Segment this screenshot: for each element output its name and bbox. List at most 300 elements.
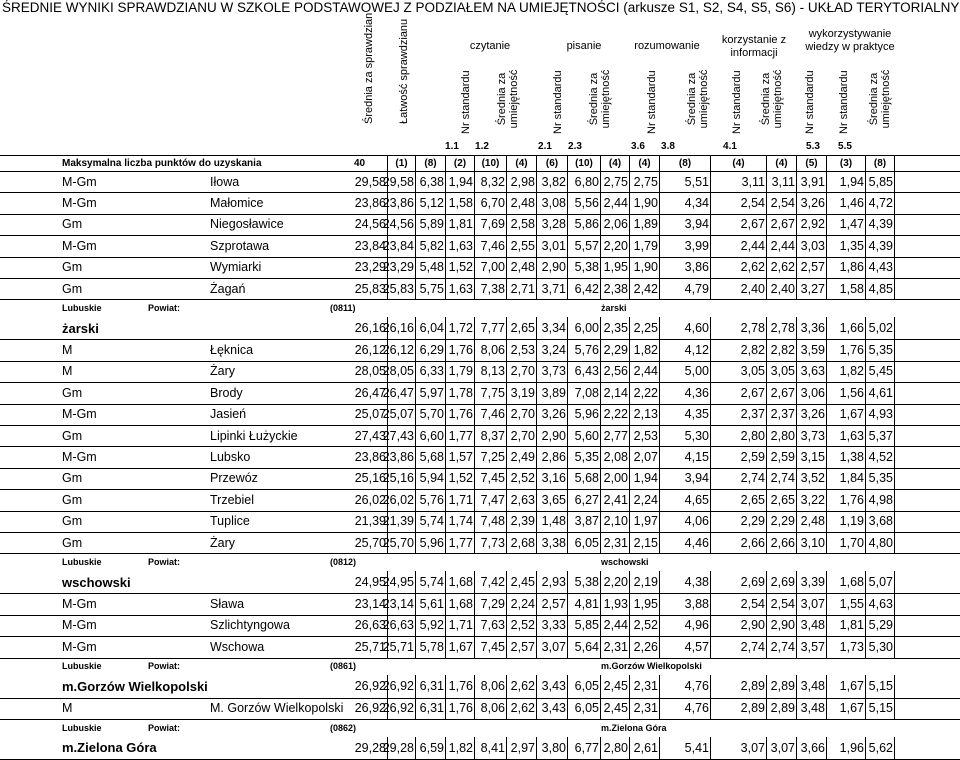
- value-cell: 23,84: [332, 235, 388, 256]
- value-cell: 2,14: [601, 382, 630, 403]
- value-cell: 7,46: [475, 404, 507, 425]
- gmina-name: Wymiarki: [210, 257, 332, 278]
- value-cell: 2,59: [711, 446, 767, 467]
- value-cell: 4,76: [660, 675, 711, 698]
- value-cell: 26,02: [332, 489, 388, 510]
- gmina-name: Jasień: [210, 404, 332, 425]
- standard-code: 1.1: [445, 141, 459, 153]
- value-cell: 6,31: [416, 698, 446, 719]
- value-cell: 5,48: [416, 257, 446, 278]
- value-cell: 2,41: [601, 489, 630, 510]
- value-cell: 26,16: [388, 317, 416, 340]
- value-cell: 4,43: [866, 257, 895, 278]
- gmina-type: M-Gm: [62, 404, 210, 425]
- table-row: [0, 636, 960, 658]
- powiat-label: Powiat:: [148, 719, 208, 737]
- value-cell: 1,90: [630, 257, 660, 278]
- value-cell: 6,05: [568, 532, 601, 553]
- value-cell: 3,82: [537, 171, 568, 192]
- value-cell: 2,20: [601, 571, 630, 594]
- value-cell: (4): [767, 156, 797, 171]
- value-cell: 5,85: [866, 171, 895, 192]
- value-cell: 2,55: [507, 235, 537, 256]
- value-cell: 2,54: [711, 593, 767, 614]
- value-cell: 1,79: [446, 361, 475, 382]
- value-cell: 28,05: [388, 361, 416, 382]
- value-cell: 1,81: [827, 615, 866, 636]
- value-cell: 1,52: [446, 257, 475, 278]
- value-cell: 2,44: [711, 235, 767, 256]
- value-cell: 3,86: [660, 257, 711, 278]
- value-cell: 1,95: [630, 593, 660, 614]
- value-cell: 4,79: [660, 278, 711, 299]
- value-cell: 1,82: [827, 361, 866, 382]
- value-cell: 2,89: [767, 675, 797, 698]
- value-cell: 2,57: [507, 636, 537, 657]
- powiat-summary-name: wschowski: [62, 571, 332, 594]
- value-cell: 2,15: [630, 532, 660, 553]
- value-cell: 3,26: [797, 404, 827, 425]
- value-cell: 6,29: [416, 339, 446, 360]
- standard-code: 4.1: [723, 141, 737, 153]
- value-cell: 3,99: [660, 235, 711, 256]
- value-cell: 3,43: [537, 698, 568, 719]
- value-cell: 1,94: [446, 171, 475, 192]
- value-cell: 1,70: [827, 532, 866, 553]
- value-cell: (10): [568, 156, 601, 171]
- value-cell: 6,77: [568, 737, 601, 760]
- value-cell: 3,94: [660, 214, 711, 235]
- value-cell: 2,35: [601, 317, 630, 340]
- value-cell: (8): [416, 156, 446, 171]
- value-cell: 2,49: [507, 446, 537, 467]
- value-cell: 5,30: [866, 636, 895, 657]
- value-cell: (1): [388, 156, 416, 171]
- value-cell: 1,63: [446, 235, 475, 256]
- value-cell: 5,57: [568, 235, 601, 256]
- value-cell: 2,82: [767, 339, 797, 360]
- table-row: [0, 404, 960, 426]
- value-cell: 1,76: [827, 339, 866, 360]
- gmina-name: M. Gorzów Wielkopolski: [210, 698, 332, 719]
- value-cell: 5,29: [866, 615, 895, 636]
- value-cell: 4,93: [866, 404, 895, 425]
- value-cell: 25,71: [388, 636, 416, 657]
- value-cell: 1,79: [630, 235, 660, 256]
- value-cell: 23,29: [388, 257, 416, 278]
- value-cell: 2,75: [630, 171, 660, 192]
- powiat-header-row: [0, 553, 960, 571]
- value-cell: 21,39: [332, 511, 388, 532]
- value-cell: 1,82: [446, 737, 475, 760]
- value-cell: 5,78: [416, 636, 446, 657]
- value-cell: 4,96: [660, 615, 711, 636]
- gmina-type: M-Gm: [62, 171, 210, 192]
- value-cell: 1,19: [827, 511, 866, 532]
- value-cell: 3,48: [797, 615, 827, 636]
- value-cell: 2,67: [767, 214, 797, 235]
- value-cell: 5,97: [416, 382, 446, 403]
- value-cell: 6,05: [568, 698, 601, 719]
- value-cell: 1,46: [827, 192, 866, 213]
- gmina-name: Wschowa: [210, 636, 332, 657]
- value-cell: 2,37: [767, 404, 797, 425]
- powiat-summary-row: [0, 675, 960, 699]
- standard-code: 5.5: [838, 141, 852, 153]
- value-cell: 5,56: [568, 192, 601, 213]
- value-cell: 4,76: [660, 698, 711, 719]
- gmina-name: Żary: [210, 532, 332, 553]
- value-cell: 2,68: [507, 532, 537, 553]
- value-cell: 2,07: [630, 446, 660, 467]
- powiat-code: (0861): [330, 658, 390, 676]
- table-header: Średnia za sprawdzian Łatwość sprawdzianu czytanie pisanie rozumowanie korzystanie z informacji wykorzystywanie wiedzy w praktyce Nr standardu Średnia za umiejętność Nr standardu Średnia za umiejętność Nr standardu Średnia za umiejętność Nr standardu Średnia za umiejętność Nr standardu Nr standardu Średnia za umiejętność 1.1 1.2 2.1 2.3 3.6 3.8 4.1 5.3 5.5: [0, 0, 960, 150]
- table-row: [0, 446, 960, 468]
- value-cell: 1,57: [446, 446, 475, 467]
- value-cell: 2,26: [630, 636, 660, 657]
- value-cell: 2,44: [601, 615, 630, 636]
- gmina-name: Sława: [210, 593, 332, 614]
- value-cell: 4,36: [660, 382, 711, 403]
- value-cell: 5,12: [416, 192, 446, 213]
- value-cell: 4,12: [660, 339, 711, 360]
- value-cell: 25,16: [388, 468, 416, 489]
- value-cell: 5,86: [568, 214, 601, 235]
- value-cell: 5,00: [660, 361, 711, 382]
- value-cell: 3,15: [797, 446, 827, 467]
- value-cell: 1,38: [827, 446, 866, 467]
- value-cell: 23,86: [332, 192, 388, 213]
- value-cell: 2,29: [601, 339, 630, 360]
- standard-code: 3.8: [661, 141, 675, 153]
- value-cell: 2,69: [767, 571, 797, 594]
- value-cell: 1,63: [827, 425, 866, 446]
- gmina-type: Gm: [62, 278, 210, 299]
- value-cell: 5,68: [568, 468, 601, 489]
- value-cell: 2,39: [507, 511, 537, 532]
- value-cell: 5,74: [416, 571, 446, 594]
- value-cell: 3,24: [537, 339, 568, 360]
- value-cell: 23,86: [332, 446, 388, 467]
- value-cell: 7,63: [475, 615, 507, 636]
- value-cell: 26,92: [388, 698, 416, 719]
- table-row: [0, 615, 960, 637]
- value-cell: 2,74: [711, 468, 767, 489]
- group-pisanie: pisanie: [544, 40, 624, 53]
- value-cell: 5,45: [866, 361, 895, 382]
- gmina-name: Żary: [210, 361, 332, 382]
- value-cell: 23,29: [332, 257, 388, 278]
- gmina-name: Łęknica: [210, 339, 332, 360]
- value-cell: 6,00: [568, 317, 601, 340]
- value-cell: 4,15: [660, 446, 711, 467]
- value-cell: 2,63: [507, 489, 537, 510]
- value-cell: 29,58: [332, 171, 388, 192]
- value-cell: 5,75: [416, 278, 446, 299]
- value-cell: 1,73: [827, 636, 866, 657]
- value-cell: 3,39: [797, 571, 827, 594]
- value-cell: 2,29: [767, 511, 797, 532]
- value-cell: 3,10: [797, 532, 827, 553]
- value-cell: 5,70: [416, 404, 446, 425]
- value-cell: 2,78: [767, 317, 797, 340]
- value-cell: 3,66: [797, 737, 827, 760]
- value-cell: 3,43: [537, 675, 568, 698]
- value-cell: 23,86: [388, 446, 416, 467]
- value-cell: 5,76: [416, 489, 446, 510]
- page-title: ŚREDNIE WYNIKI SPRAWDZIANU W SZKOLE PODSTAWOWEJ Z PODZIAŁEM NA UMIEJĘTNOŚCI (arkusze S1, S2, S4, S5, S6) - UKŁAD TERYTORIALNY: [2, 0, 960, 16]
- value-cell: 5,92: [416, 615, 446, 636]
- value-cell: 3,06: [797, 382, 827, 403]
- powiat-name: m.Zielona Góra: [601, 719, 801, 737]
- powiat-header-row: [0, 719, 960, 737]
- value-cell: 6,31: [416, 675, 446, 698]
- value-cell: 7,25: [475, 446, 507, 467]
- value-cell: 3,63: [797, 361, 827, 382]
- value-cell: 1,76: [446, 404, 475, 425]
- value-cell: 26,12: [332, 339, 388, 360]
- value-cell: 1,82: [630, 339, 660, 360]
- value-cell: 2,62: [507, 675, 537, 698]
- table-row: [0, 698, 960, 720]
- value-cell: 2,65: [767, 489, 797, 510]
- value-cell: 7,45: [475, 636, 507, 657]
- value-cell: (4): [630, 156, 660, 171]
- value-cell: 4,63: [866, 593, 895, 614]
- value-cell: 26,63: [332, 615, 388, 636]
- value-cell: 23,14: [388, 593, 416, 614]
- value-cell: 2,54: [711, 192, 767, 213]
- powiat-header-row: [0, 658, 960, 676]
- value-cell: 2,00: [601, 468, 630, 489]
- value-cell: 2,69: [711, 571, 767, 594]
- value-cell: 29,28: [388, 737, 416, 760]
- value-cell: 2,31: [630, 675, 660, 698]
- gmina-type: M-Gm: [62, 235, 210, 256]
- value-cell: 2,89: [767, 698, 797, 719]
- value-cell: 2,22: [601, 404, 630, 425]
- value-cell: 4,60: [660, 317, 711, 340]
- table-row: [0, 593, 960, 615]
- value-cell: 3,05: [711, 361, 767, 382]
- value-cell: 2,25: [630, 317, 660, 340]
- value-cell: 4,52: [866, 446, 895, 467]
- value-cell: 6,59: [416, 737, 446, 760]
- table-row: [0, 235, 960, 257]
- value-cell: 24,95: [388, 571, 416, 594]
- value-cell: 3,08: [537, 192, 568, 213]
- value-cell: 29,58: [388, 171, 416, 192]
- value-cell: 2,74: [767, 636, 797, 657]
- gmina-type: M: [62, 339, 210, 360]
- powiat-region: Lubuskie: [62, 658, 122, 676]
- gmina-type: Gm: [62, 382, 210, 403]
- table-row: [0, 278, 960, 300]
- value-cell: 23,86: [388, 192, 416, 213]
- value-cell: 23,14: [332, 593, 388, 614]
- value-cell: 3,71: [537, 278, 568, 299]
- value-cell: (6): [537, 156, 568, 171]
- value-cell: (4): [601, 156, 630, 171]
- value-cell: 4,61: [866, 382, 895, 403]
- value-cell: 3,68: [866, 511, 895, 532]
- value-cell: 1,84: [827, 468, 866, 489]
- value-cell: 2,61: [630, 737, 660, 760]
- value-cell: 2,45: [507, 571, 537, 594]
- value-cell: 2,97: [507, 737, 537, 760]
- value-cell: 1,74: [446, 511, 475, 532]
- value-cell: 6,27: [568, 489, 601, 510]
- value-cell: 2,93: [537, 571, 568, 594]
- value-cell: 3,22: [797, 489, 827, 510]
- group-korzystanie: korzystanie z informacji: [715, 34, 793, 60]
- value-cell: 2,74: [711, 636, 767, 657]
- value-cell: 5,15: [866, 675, 895, 698]
- value-cell: 5,96: [568, 404, 601, 425]
- value-cell: 6,42: [568, 278, 601, 299]
- value-cell: 1,47: [827, 214, 866, 235]
- value-cell: 5,07: [866, 571, 895, 594]
- value-cell: 1,63: [446, 278, 475, 299]
- value-cell: 2,40: [767, 278, 797, 299]
- value-cell: 5,35: [866, 468, 895, 489]
- powiat-name: wschowski: [601, 553, 801, 571]
- value-cell: 2,52: [507, 615, 537, 636]
- value-cell: 6,05: [568, 675, 601, 698]
- value-cell: 2,58: [507, 214, 537, 235]
- value-cell: 1,77: [446, 425, 475, 446]
- value-cell: 3,07: [537, 636, 568, 657]
- gmina-name: Tuplice: [210, 511, 332, 532]
- value-cell: 6,33: [416, 361, 446, 382]
- value-cell: 2,44: [767, 235, 797, 256]
- value-cell: 25,83: [388, 278, 416, 299]
- value-cell: 26,47: [388, 382, 416, 403]
- value-cell: 3,01: [537, 235, 568, 256]
- gmina-name: Lubsko: [210, 446, 332, 467]
- value-cell: 3,28: [537, 214, 568, 235]
- value-cell: 2,80: [601, 737, 630, 760]
- table-row: [0, 257, 960, 279]
- value-cell: 3,88: [660, 593, 711, 614]
- group-rozumowanie: rozumowanie: [622, 40, 712, 53]
- value-cell: 3,73: [797, 425, 827, 446]
- value-cell: 5,76: [568, 339, 601, 360]
- value-cell: 2,52: [507, 468, 537, 489]
- powiat-code: (0811): [330, 299, 390, 317]
- value-cell: 2,59: [767, 446, 797, 467]
- value-cell: 2,54: [767, 593, 797, 614]
- value-cell: 1,71: [446, 615, 475, 636]
- value-cell: 2,67: [711, 382, 767, 403]
- value-cell: 2,48: [507, 257, 537, 278]
- value-cell: 40: [332, 156, 388, 171]
- value-cell: 8,06: [475, 339, 507, 360]
- value-cell: 2,06: [601, 214, 630, 235]
- value-cell: 2,78: [711, 317, 767, 340]
- table-row: [0, 532, 960, 554]
- value-cell: 3,07: [767, 737, 797, 760]
- value-cell: 1,67: [827, 675, 866, 698]
- value-cell: 1,55: [827, 593, 866, 614]
- value-cell: 25,71: [332, 636, 388, 657]
- gmina-name: Lipinki Łużyckie: [210, 425, 332, 446]
- value-cell: 26,47: [332, 382, 388, 403]
- powiat-summary-name: m.Gorzów Wielkopolski: [62, 675, 332, 698]
- value-cell: 2,80: [767, 425, 797, 446]
- max-points-label: Maksymalna liczba punktów do uzyskania: [62, 156, 362, 171]
- gmina-type: M-Gm: [62, 192, 210, 213]
- value-cell: 3,36: [797, 317, 827, 340]
- value-cell: 3,16: [537, 468, 568, 489]
- gmina-name: Trzebiel: [210, 489, 332, 510]
- gmina-name: Szprotawa: [210, 235, 332, 256]
- value-cell: 7,42: [475, 571, 507, 594]
- value-cell: 4,38: [660, 571, 711, 594]
- value-cell: 4,85: [866, 278, 895, 299]
- value-cell: 1,67: [446, 636, 475, 657]
- value-cell: 2,66: [767, 532, 797, 553]
- value-cell: 27,43: [332, 425, 388, 446]
- value-cell: 5,15: [866, 698, 895, 719]
- value-cell: 26,63: [388, 615, 416, 636]
- value-cell: 24,56: [332, 214, 388, 235]
- value-cell: 4,98: [866, 489, 895, 510]
- value-cell: 7,48: [475, 511, 507, 532]
- value-cell: 24,95: [332, 571, 388, 594]
- value-cell: 2,62: [507, 698, 537, 719]
- value-cell: 2,89: [711, 675, 767, 698]
- value-cell: 1,78: [446, 382, 475, 403]
- value-cell: 5,38: [568, 257, 601, 278]
- value-cell: 8,13: [475, 361, 507, 382]
- value-cell: 3,11: [711, 171, 767, 192]
- value-cell: 4,35: [660, 404, 711, 425]
- table-row: [0, 468, 960, 490]
- value-cell: 6,43: [568, 361, 601, 382]
- value-cell: 2,57: [537, 593, 568, 614]
- value-cell: 3,87: [568, 511, 601, 532]
- gmina-type: Gm: [62, 511, 210, 532]
- value-cell: 7,75: [475, 382, 507, 403]
- value-cell: 7,47: [475, 489, 507, 510]
- value-cell: 3,33: [537, 615, 568, 636]
- value-cell: 1,97: [630, 511, 660, 532]
- table-row: [0, 382, 960, 404]
- value-cell: 2,31: [601, 636, 630, 657]
- value-cell: 25,70: [388, 532, 416, 553]
- value-cell: 2,57: [797, 257, 827, 278]
- value-cell: 2,77: [601, 425, 630, 446]
- value-cell: 26,16: [332, 317, 388, 340]
- value-cell: 1,58: [827, 278, 866, 299]
- value-cell: 1,76: [446, 339, 475, 360]
- value-cell: 7,73: [475, 532, 507, 553]
- gmina-name: Niegosławice: [210, 214, 332, 235]
- value-cell: 5,35: [568, 446, 601, 467]
- value-cell: (4): [507, 156, 537, 171]
- value-cell: (4): [711, 156, 767, 171]
- value-cell: 4,57: [660, 636, 711, 657]
- value-cell: 2,53: [630, 425, 660, 446]
- powiat-name: m.Gorzów Wielkopolski: [601, 658, 801, 676]
- value-cell: 6,04: [416, 317, 446, 340]
- value-cell: 2,52: [630, 615, 660, 636]
- value-cell: 3,03: [797, 235, 827, 256]
- group-wykorzystywanie: wykorzystywanie wiedzy w praktyce: [800, 28, 900, 54]
- value-cell: 1,94: [827, 171, 866, 192]
- value-cell: (10): [475, 156, 507, 171]
